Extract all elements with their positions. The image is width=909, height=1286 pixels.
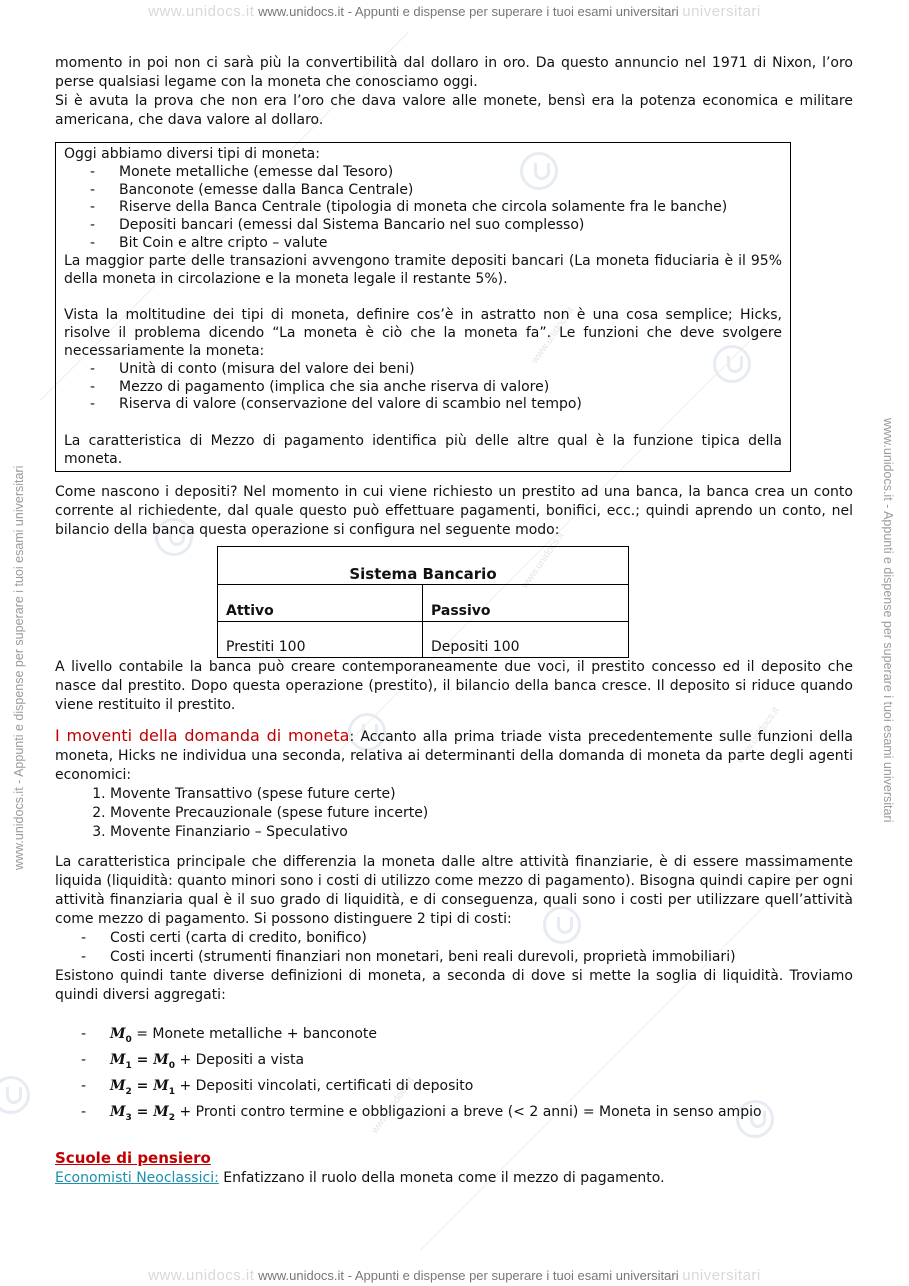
box-paragraph: La caratteristica di Mezzo di pagamento identifica più delle altre qual è la funzione tipica della moneta. (64, 433, 782, 467)
intro-paragraph: momento in poi non ci sarà più la convertibilità dal dollaro in oro. Da questo annuncio nel 1971 di Nixon, l’oro perse qualsiasi legame con la moneta che conosciamo oggi. (55, 55, 853, 90)
intro-paragraph: Si è avuta la prova che non era l’oro che dava valore alle monete, bensì era la potenza economica e militare americana, che dava valore al dollaro. (55, 93, 853, 128)
schools-paragraph (55, 1169, 853, 1188)
header-watermark-text: www.unidocs.it - Appunti e dispense per superare i tuoi esami universitari (258, 4, 679, 19)
section-title-moventi: I moventi della domanda di moneta (55, 725, 350, 745)
costs-list (55, 929, 853, 967)
list-item: - Riserve della Banca Centrale (tipologia di moneta che circola solamente fra le banche) (64, 199, 782, 217)
diagonal-watermark: www.unidocs.it (529, 305, 577, 366)
moventi-list (55, 785, 853, 842)
money-functions-list (64, 361, 782, 414)
balance-table (217, 546, 629, 658)
header-watermark (0, 3, 909, 20)
deposits-paragraph: Come nascono i depositi? Nel momento in cui viene richiesto un prestito ad una banca, la banca crea un conto corrente al richiedente, dal quale questo può effettuare pagamenti, bonifici, ecc.; quindi aprendo un conto, nel bilancio della banca questa operazione si configura nel seguente modo: (55, 483, 853, 538)
box-paragraph: Vista la moltitudine dei tipi di moneta, definire cos’è in astratto non è una cosa semplice; Hicks, risolve il problema dicendo “La moneta è ciò che la moneta fa”. Le funzioni che deve svolgere necessariamente la moneta: (64, 307, 782, 359)
list-item: - Costi incerti (strumenti finanziari non monetari, beni reali durevoli, proprietà immobiliari) (55, 948, 853, 967)
table-title: Sistema Bancario (218, 546, 629, 584)
table-cell-prestiti: Prestiti 100 (218, 621, 423, 657)
aggregates-list (55, 1021, 853, 1125)
list-item: 1. Movente Transattivo (spese future certe) (110, 785, 853, 804)
list-item: - Riserva di valore (conservazione del valore di scambio nel tempo) (64, 396, 782, 414)
diagonal-watermark: www.unidocs.it (734, 705, 782, 766)
diagonal-watermark: www.unidocs.it (369, 1075, 417, 1136)
aggregate-m3: - $M_3 = M_2$ + Pronti contro termine e obbligazioni a breve (< 2 anni) = Moneta in senso ampio (55, 1099, 853, 1125)
document-body (55, 54, 853, 1188)
list-item: - Monete metalliche (emesse dal Tesoro) (64, 164, 782, 182)
aggregate-m0: - $M_0$ = Monete metalliche + banconote (55, 1021, 853, 1047)
side-watermark-right: www.unidocs.it - Appunti e dispense per superare i tuoi esami universitari (881, 418, 895, 823)
liquidity-paragraph: Esistono quindi tante diverse definizioni di moneta, a seconda di dove si mette la soglia di liquidità. Troviamo quindi diversi aggregati: (55, 967, 853, 1003)
schools-text: Enfatizzano il ruolo della moneta come il mezzo di pagamento. (218, 1169, 665, 1186)
ghost-watermark-left: www.unidocs.it (148, 3, 255, 20)
schools-heading (55, 1149, 853, 1169)
list-item: - Costi certi (carta di credito, bonifico) (55, 929, 853, 948)
aggregate-m1: - $M_1 = M_0$ + Depositi a vista (55, 1047, 853, 1073)
neoclassical-link[interactable]: Economisti Neoclassici: (55, 1169, 219, 1186)
footer-watermark-text: www.unidocs.it - Appunti e dispense per superare i tuoi esami universitari (258, 1268, 679, 1283)
box-lead: Oggi abbiamo diversi tipi di moneta: (64, 146, 320, 162)
box-paragraph: La maggior parte delle transazioni avvengono tramite depositi bancari (La moneta fiduciaria è il 95% della moneta in circolazione e la moneta legale il restante 5%). (64, 252, 782, 287)
list-item: - Banconote (emesse dalla Banca Centrale) (64, 182, 782, 200)
list-item: 2. Movente Precauzionale (spese future incerte) (110, 804, 853, 823)
side-watermark-left: www.unidocs.it - Appunti e dispense per superare i tuoi esami universitari (12, 465, 26, 870)
section-title-schools: Scuole di pensiero (55, 1148, 211, 1167)
ghost-watermark-right: universitari (682, 1267, 761, 1284)
moventi-paragraph (55, 726, 853, 785)
ghost-watermark-right: universitari (682, 3, 761, 20)
table-header-attivo: Attivo (218, 584, 423, 621)
list-item: - Bit Coin e altre cripto – valute (64, 235, 782, 253)
list-item: - Depositi bancari (emessi dal Sistema Bancario nel suo complesso) (64, 217, 782, 235)
diagonal-watermark: www.unidocs.it (519, 530, 567, 591)
ghost-watermark-left: www.unidocs.it (148, 1267, 255, 1284)
list-item: - Mezzo di pagamento (implica che sia anche riserva di valore) (64, 379, 782, 397)
list-item: 3. Movente Finanziario – Speculativo (110, 823, 853, 842)
liquidity-paragraph: La caratteristica principale che differenzia la moneta dalle altre attività finanziarie, è di essere massimamente liquida (liquidità: quanto minori sono i costi di utilizzo come mezzo di pagamento). Bisogna quindi capire per ogni attività finanziaria qual è il suo grado di liquidità, e di conseguenza, quali sono i costi per utilizzare quell’attività come mezzo di pagamento. Si possono distinguere 2 tipi di costi: (55, 853, 853, 927)
balance-table-wrapper (217, 546, 853, 658)
money-types-box (55, 142, 791, 472)
logo-watermark-icon (0, 1076, 30, 1114)
money-types-list (64, 164, 782, 253)
list-item: - Unità di conto (misura del valore dei beni) (64, 361, 782, 379)
table-header-passivo: Passivo (423, 584, 629, 621)
aggregate-m2: - $M_2 = M_1$ + Depositi vincolati, certificati di deposito (55, 1073, 853, 1099)
moventi-colon: : (349, 728, 355, 745)
moventi-text: Accanto alla prima triade vista precedentemente sulle funzioni della moneta, Hicks ne individua una seconda, relativa ai determinanti della domanda di moneta da parte degli agenti economici: (55, 728, 853, 783)
table-cell-depositi: Depositi 100 (423, 621, 629, 657)
deposits-paragraph: A livello contabile la banca può creare contemporaneamente due voci, il prestito concesso ed il deposito che nasce dal prestito. Dopo questa operazione (prestito), il bilancio della banca cresce. Il deposito si riduce quando viene restituito il prestito. (55, 658, 853, 713)
footer-watermark (0, 1267, 909, 1284)
